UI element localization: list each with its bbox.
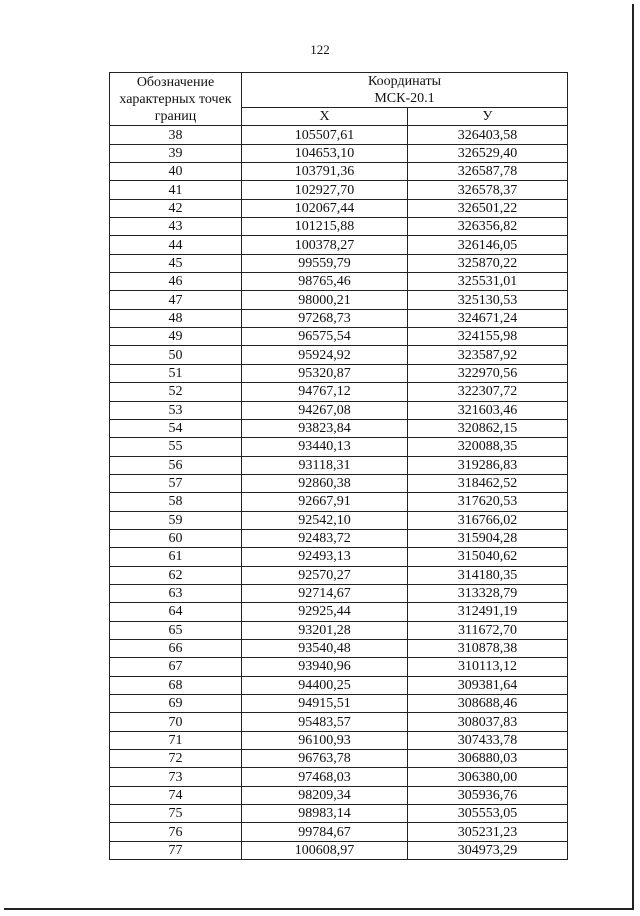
point-number-cell: 68 <box>110 676 242 694</box>
point-designation-header: Обозначение характерных точек границ <box>110 73 242 126</box>
table-row <box>110 328 568 346</box>
y-coordinate-cell: 304973,29 <box>408 841 568 859</box>
coordinates-table <box>109 72 568 860</box>
x-coordinate-cell: 92925,44 <box>242 603 408 621</box>
y-column-header: У <box>408 108 568 126</box>
x-coordinate-cell: 93440,13 <box>242 438 408 456</box>
table-row <box>110 548 568 566</box>
point-number-cell: 62 <box>110 566 242 584</box>
table-row <box>110 144 568 162</box>
x-coordinate-cell: 100378,27 <box>242 236 408 254</box>
table-row <box>110 199 568 217</box>
table-row <box>110 291 568 309</box>
table-row <box>110 493 568 511</box>
y-coordinate-cell: 310113,12 <box>408 658 568 676</box>
y-coordinate-cell: 313328,79 <box>408 584 568 602</box>
y-coordinate-cell: 325870,22 <box>408 254 568 272</box>
y-coordinate-cell: 318462,52 <box>408 474 568 492</box>
y-coordinate-cell: 316766,02 <box>408 511 568 529</box>
x-coordinate-cell: 94267,08 <box>242 401 408 419</box>
x-coordinate-cell: 99559,79 <box>242 254 408 272</box>
y-coordinate-cell: 325130,53 <box>408 291 568 309</box>
x-coordinate-cell: 98983,14 <box>242 805 408 823</box>
y-coordinate-cell: 322307,72 <box>408 383 568 401</box>
y-coordinate-cell: 312491,19 <box>408 603 568 621</box>
point-number-cell: 77 <box>110 841 242 859</box>
table-row <box>110 364 568 382</box>
x-coordinate-cell: 101215,88 <box>242 218 408 236</box>
y-coordinate-cell: 306380,00 <box>408 768 568 786</box>
table-row <box>110 566 568 584</box>
page-number: 122 <box>310 42 330 57</box>
point-number-cell: 38 <box>110 126 242 144</box>
point-number-cell: 41 <box>110 181 242 199</box>
y-coordinate-cell: 325531,01 <box>408 273 568 291</box>
coordinates-label: Координаты <box>368 74 441 89</box>
x-coordinate-cell: 102067,44 <box>242 199 408 217</box>
table-row <box>110 658 568 676</box>
point-number-cell: 51 <box>110 364 242 382</box>
y-coordinate-cell: 305553,05 <box>408 805 568 823</box>
y-coordinate-cell: 323587,92 <box>408 346 568 364</box>
point-number-cell: 67 <box>110 658 242 676</box>
x-coordinate-cell: 100608,97 <box>242 841 408 859</box>
x-coordinate-cell: 92493,13 <box>242 548 408 566</box>
table-row <box>110 713 568 731</box>
y-coordinate-cell: 305936,76 <box>408 786 568 804</box>
y-coordinate-cell: 324671,24 <box>408 309 568 327</box>
y-coordinate-cell: 308037,83 <box>408 713 568 731</box>
x-coordinate-cell: 94400,25 <box>242 676 408 694</box>
table-row <box>110 603 568 621</box>
point-number-cell: 73 <box>110 768 242 786</box>
point-number-cell: 46 <box>110 273 242 291</box>
table-row <box>110 474 568 492</box>
table-row <box>110 731 568 749</box>
x-coordinate-cell: 98000,21 <box>242 291 408 309</box>
point-number-cell: 52 <box>110 383 242 401</box>
table-row <box>110 695 568 713</box>
x-coordinate-cell: 96763,78 <box>242 750 408 768</box>
point-number-cell: 63 <box>110 584 242 602</box>
table-row <box>110 823 568 841</box>
table-row <box>110 254 568 272</box>
y-coordinate-cell: 314180,35 <box>408 566 568 584</box>
table-row <box>110 401 568 419</box>
point-number-cell: 45 <box>110 254 242 272</box>
y-coordinate-cell: 326587,78 <box>408 163 568 181</box>
y-coordinate-cell: 307433,78 <box>408 731 568 749</box>
x-coordinate-cell: 95483,57 <box>242 713 408 731</box>
y-coordinate-cell: 326578,37 <box>408 181 568 199</box>
x-coordinate-cell: 92714,67 <box>242 584 408 602</box>
table-row <box>110 529 568 547</box>
y-coordinate-cell: 326529,40 <box>408 144 568 162</box>
table-row <box>110 584 568 602</box>
y-coordinate-cell: 319286,83 <box>408 456 568 474</box>
point-number-cell: 59 <box>110 511 242 529</box>
x-coordinate-cell: 95924,92 <box>242 346 408 364</box>
point-number-cell: 44 <box>110 236 242 254</box>
y-coordinate-cell: 310878,38 <box>408 639 568 657</box>
table-row <box>110 511 568 529</box>
point-number-cell: 65 <box>110 621 242 639</box>
point-number-cell: 48 <box>110 309 242 327</box>
point-number-cell: 56 <box>110 456 242 474</box>
point-number-cell: 55 <box>110 438 242 456</box>
point-number-cell: 53 <box>110 401 242 419</box>
x-coordinate-cell: 92860,38 <box>242 474 408 492</box>
x-coordinate-cell: 94915,51 <box>242 695 408 713</box>
point-number-cell: 61 <box>110 548 242 566</box>
point-number-cell: 60 <box>110 529 242 547</box>
table-row <box>110 419 568 437</box>
y-coordinate-cell: 326501,22 <box>408 199 568 217</box>
coordinate-system-label: МСК-20.1 <box>374 91 435 106</box>
point-number-cell: 49 <box>110 328 242 346</box>
table-row <box>110 676 568 694</box>
point-number-cell: 47 <box>110 291 242 309</box>
x-coordinate-cell: 105507,61 <box>242 126 408 144</box>
point-number-cell: 64 <box>110 603 242 621</box>
coordinates-header <box>242 73 568 108</box>
x-coordinate-cell: 104653,10 <box>242 144 408 162</box>
point-number-cell: 69 <box>110 695 242 713</box>
x-coordinate-cell: 92542,10 <box>242 511 408 529</box>
x-coordinate-cell: 93540,48 <box>242 639 408 657</box>
table-row <box>110 273 568 291</box>
x-coordinate-cell: 93823,84 <box>242 419 408 437</box>
y-coordinate-cell: 320088,35 <box>408 438 568 456</box>
x-coordinate-cell: 97268,73 <box>242 309 408 327</box>
x-coordinate-cell: 94767,12 <box>242 383 408 401</box>
x-coordinate-cell: 93201,28 <box>242 621 408 639</box>
point-number-cell: 70 <box>110 713 242 731</box>
y-coordinate-cell: 326146,05 <box>408 236 568 254</box>
table-row <box>110 126 568 144</box>
x-coordinate-cell: 93940,96 <box>242 658 408 676</box>
x-coordinate-cell: 92483,72 <box>242 529 408 547</box>
table-row <box>110 309 568 327</box>
point-number-cell: 40 <box>110 163 242 181</box>
x-coordinate-cell: 99784,67 <box>242 823 408 841</box>
table-row <box>110 438 568 456</box>
y-coordinate-cell: 315040,62 <box>408 548 568 566</box>
y-coordinate-cell: 317620,53 <box>408 493 568 511</box>
x-coordinate-cell: 97468,03 <box>242 768 408 786</box>
point-number-cell: 39 <box>110 144 242 162</box>
table-row <box>110 346 568 364</box>
table-row <box>110 841 568 859</box>
x-coordinate-cell: 102927,70 <box>242 181 408 199</box>
y-coordinate-cell: 308688,46 <box>408 695 568 713</box>
x-coordinate-cell: 98209,34 <box>242 786 408 804</box>
x-coordinate-cell: 93118,31 <box>242 456 408 474</box>
y-coordinate-cell: 326356,82 <box>408 218 568 236</box>
point-number-cell: 50 <box>110 346 242 364</box>
point-number-cell: 76 <box>110 823 242 841</box>
point-number-cell: 43 <box>110 218 242 236</box>
x-coordinate-cell: 103791,36 <box>242 163 408 181</box>
table-row <box>110 236 568 254</box>
point-number-cell: 54 <box>110 419 242 437</box>
x-coordinate-cell: 98765,46 <box>242 273 408 291</box>
point-number-cell: 57 <box>110 474 242 492</box>
point-number-cell: 74 <box>110 786 242 804</box>
y-coordinate-cell: 305231,23 <box>408 823 568 841</box>
y-coordinate-cell: 322970,56 <box>408 364 568 382</box>
x-coordinate-cell: 95320,87 <box>242 364 408 382</box>
table-row <box>110 456 568 474</box>
point-number-cell: 66 <box>110 639 242 657</box>
point-number-cell: 42 <box>110 199 242 217</box>
table-row <box>110 181 568 199</box>
point-number-cell: 72 <box>110 750 242 768</box>
y-coordinate-cell: 311672,70 <box>408 621 568 639</box>
y-coordinate-cell: 326403,58 <box>408 126 568 144</box>
point-number-cell: 58 <box>110 493 242 511</box>
table-row <box>110 218 568 236</box>
y-coordinate-cell: 309381,64 <box>408 676 568 694</box>
table-row <box>110 621 568 639</box>
table-row <box>110 163 568 181</box>
table-row <box>110 768 568 786</box>
y-coordinate-cell: 320862,15 <box>408 419 568 437</box>
table-row <box>110 805 568 823</box>
x-coordinate-cell: 92667,91 <box>242 493 408 511</box>
x-column-header: Х <box>242 108 408 126</box>
table-body <box>110 126 568 860</box>
table-row <box>110 786 568 804</box>
y-coordinate-cell: 306880,03 <box>408 750 568 768</box>
x-coordinate-cell: 96100,93 <box>242 731 408 749</box>
y-coordinate-cell: 324155,98 <box>408 328 568 346</box>
y-coordinate-cell: 315904,28 <box>408 529 568 547</box>
table-row <box>110 639 568 657</box>
point-number-cell: 75 <box>110 805 242 823</box>
x-coordinate-cell: 96575,54 <box>242 328 408 346</box>
table-row <box>110 750 568 768</box>
table-row <box>110 383 568 401</box>
y-coordinate-cell: 321603,46 <box>408 401 568 419</box>
point-number-cell: 71 <box>110 731 242 749</box>
x-coordinate-cell: 92570,27 <box>242 566 408 584</box>
